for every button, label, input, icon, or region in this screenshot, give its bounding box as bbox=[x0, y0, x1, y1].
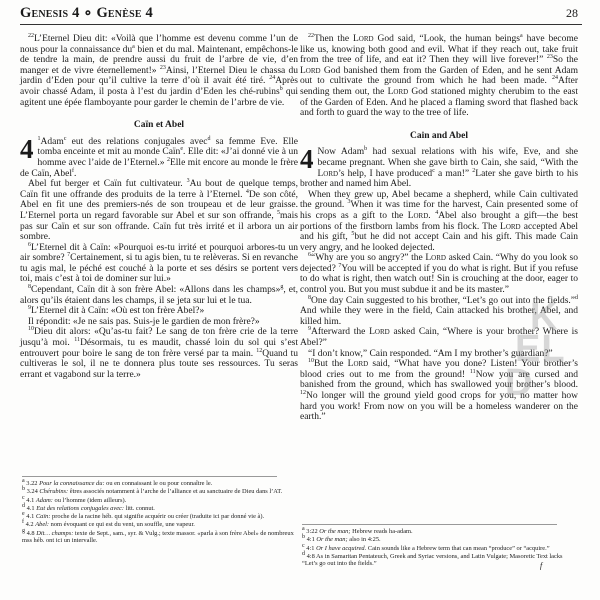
footnote-rule bbox=[302, 524, 557, 525]
fr-section-heading: Caïn et Abel bbox=[133, 120, 185, 131]
header-title: Genesis 4 ∘ Genèse 4 bbox=[20, 5, 154, 21]
footnote: $^a$ 3:22 Or the man; Hebrew reads ha-adam. bbox=[302, 525, 413, 535]
watermark-text: EL bbox=[515, 328, 566, 370]
en-verse-4-9: $^9$Afterward the Lord asked Cain, “Where is your brother? Where is Abel?” bbox=[300, 326, 578, 349]
french-footnotes bbox=[22, 476, 297, 545]
watermark-text: K bbox=[530, 296, 559, 338]
margin-mark: f bbox=[540, 561, 543, 570]
fr-verse-4-9b: Il répondit: «Je ne sais pas. Suis-je le gardien de mon frère?» bbox=[28, 316, 260, 327]
fr-verse-4-9: $^9$L’Eternel dit à Caïn: «Où est ton frère Abel?» bbox=[28, 305, 205, 317]
en-verse-4-6: $^6$“Why are you so angry?” the Lord asked Cain. “Why do you look so dejected? $^7$You will be accepted if you do what is right. But if you refuse to do what is right, then watch out! Sin is crouching at the door, eager to control you. But you must subdue it and be its master.” bbox=[300, 252, 578, 296]
fr-verse-4-10: $^{10}$Dieu dit alors: «Qu’as-tu fait? Le sang de ton frère crie de la terre jusqu’à moi. $^{11}$Désormais, tu es maudit, chassé loin du sol qui s’est entrouvert pour boire le sang de ton frère versé par ta main. $^{12}$Quand tu cultiveras le sol, il ne te donnera plus toute ses ressources. Tu seras errant et vagabond sur la terre.» bbox=[20, 326, 299, 380]
french-column bbox=[20, 34, 298, 380]
header-rule bbox=[20, 24, 582, 25]
english-footnotes bbox=[302, 524, 577, 568]
footnote: $^f$ 4.2 Abel: nom évoquant ce qui est du vent, un souffle, une vapeur. bbox=[22, 519, 195, 529]
en-verse-3-22: $^{22}$Then the Lord God said, “Look, the human beings$^a$ have become like us, knowing both good and evil. What if they reach out, take fruit from the tree of life, and eat it? Then they will live forever!” $^{23}$So the Lord God banished them from the Garden of Eden, and he sent Adam out to cultivate the ground from which he had been made. $^{24}$After sending them out, the Lord God stationed mighty cherubim to the east of the Garden of Eden. And he placed a flaming sword that flashed back and forth to guard the way to the tree of life. bbox=[300, 32, 579, 119]
en-verse-4-1: 4 Now Adam$^b$ had sexual relations with his wife, Eve, and she became pregnant. When she gave birth to Cain, she said, “With the Lord’s help, I have produced$^c$ a man!” $^2$Later she gave birth to his brother and named him Abel. bbox=[300, 144, 579, 190]
footnote: $^a$ 3.22 Pour la connaissance du: ou en connaissant le ou pour connaître le. bbox=[22, 477, 213, 487]
fr-verse-4-2b: Abel fut berger et Caïn fut cultivateur. $^3$Au bout de quelque temps, Caïn fit une offrande des produits de la terre à l’Eternel. $^4$De son côté, Abel en fit une des premiers-nés de son troupeau et de leur graisse. L’Eternel porta un regard favorable sur Abel et sur son offrande, $^5$mais pas sur Caïn et sur son offrande. Caïn fut très irrité et il arbora un air sombre. bbox=[20, 177, 299, 243]
en-verse-4-10: $^{10}$But the Lord said, “What have you done? Listen! Your brother’s blood cries out to me from the ground! $^{11}$Now you are cursed and banished from the ground, which has swallowed your brother’s blood. $^{12}$No longer will the ground yield good crops for you, no matter how hard you work! From now on you will be a homeless wanderer on the earth.” bbox=[300, 358, 579, 423]
footnote: $^b$ 3.24 Chérubins: êtres associés notamment à l’arche de l’alliance et au sanctuaire de Dieu dans l’AT. bbox=[22, 486, 283, 496]
fr-verse-4-1: 4 $^1$Adam$^c$ eut des relations conjugales avec$^d$ sa femme Eve. Elle tomba enceinte et mit au monde Caïn$^e$. Elle dit: «J’ai donné vie à un homme avec l’aide de l’Eternel.» $^2$Elle mit encore au monde le frère de Caïn, Abel$^f$. bbox=[20, 133, 299, 179]
footnote: $^c$ 4.1 Adam: ou l’homme (idem ailleurs). bbox=[22, 494, 127, 504]
footnote: $^d$ 4:8 As in Samaritan Pentateuch, Greek and Syriac versions, and Latin Vulgate; Masoretic Text lacks “Let’s go out into the fields.” bbox=[302, 550, 563, 568]
footnote-rule bbox=[22, 476, 277, 477]
page-number: 28 bbox=[566, 6, 578, 20]
running-header bbox=[0, 0, 600, 24]
fr-verse-3-22: $^{22}$L’Eternel Dieu dit: «Voilà que l’homme est devenu comme l’un de nous pour la connaissance $du^a$ bien et du mal. Maintenant, empêchons-le de tendre la main, de prendre aussi du fruit de l’arbre de vie, d’en manger et de vivre éternellement!» $^{23}$Ainsi, l’Eternel Dieu le chassa du jardin d’Eden pour qu’il cultive la terre d’où il avait été tiré. $^{24}$Après avoir chassé Adam, il posta à l’est du jardin d’Eden les ché-rubins$^b$ qui agitent une épée flamboyante pour garder le chemin de l’arbre de vie. bbox=[20, 32, 299, 108]
en-chapter-number: 4 bbox=[300, 144, 314, 175]
footnote: $^d$ 4.1 Eut des relations conjugales avec: litt. connut. bbox=[22, 502, 155, 512]
footnote: $^e$ 4.1 Caïn: proche de la racine héb. qui signifie acquérir ou créer (traduite ici par donné vie à). bbox=[22, 511, 265, 521]
footnote: $^g$ 4.8 Dit… champs: texte de Sept., sam., syr. & Vulg.; texte massor. «parla à son frère Abel» de nombreux mss héb. ont ici un intervalle. bbox=[22, 527, 294, 545]
en-verse-4-8: $^8$One day Cain suggested to his brother, “Let’s go out into the fields.”$^d$ And while they were in the field, Cain attacked his brother, Abel, and killed him. bbox=[300, 294, 578, 327]
footnote: $^b$ 4:1 Or the man; also in 4:25. bbox=[302, 534, 381, 544]
footnote: $^c$ 4:1 Or I have acquired. Cain sounds like a Hebrew term that can mean “produce” or “acquire.” bbox=[302, 542, 550, 552]
fr-chapter-number: 4 bbox=[20, 133, 34, 164]
en-section-heading: Cain and Abel bbox=[409, 130, 469, 141]
fr-verse-4-6: $^6$L’Eternel dit à Caïn: «Pourquoi es-tu irrité et pourquoi arbores-tu un air sombre? $^7$Certainement, si tu agis bien, tu te relèveras. Si en revanche tu agis mal, le péché est couché à la porte et ses désirs se portent vers toi, mais c’est à toi de dominer sur lui.» bbox=[20, 241, 298, 285]
fr-verse-4-8: $^8$Cependant, Caïn dit à son frère Abel: «Allons dans les champs»$^g$, et, alors qu’ils étaient dans les champs, il se jeta sur lui et le tua. bbox=[20, 283, 298, 306]
en-verse-4-2b: When they grew up, Abel became a shepherd, while Cain cultivated the ground. $^3$When it was time for the harvest, Cain presented some of his crops as a gift to the Lord. $^4$Abel also brought a gift—the best portions of the firstborn lambs from his flock. The Lord accepted Abel and his gift, $^5$but he did not accept Cain and his gift. This made Cain very angry, and he looked dejected. bbox=[300, 189, 579, 253]
watermark-text: D bbox=[505, 362, 534, 404]
en-verse-4-9b: “I don’t know,” Cain responded. “Am I my brother’s guardian?” bbox=[308, 348, 553, 359]
